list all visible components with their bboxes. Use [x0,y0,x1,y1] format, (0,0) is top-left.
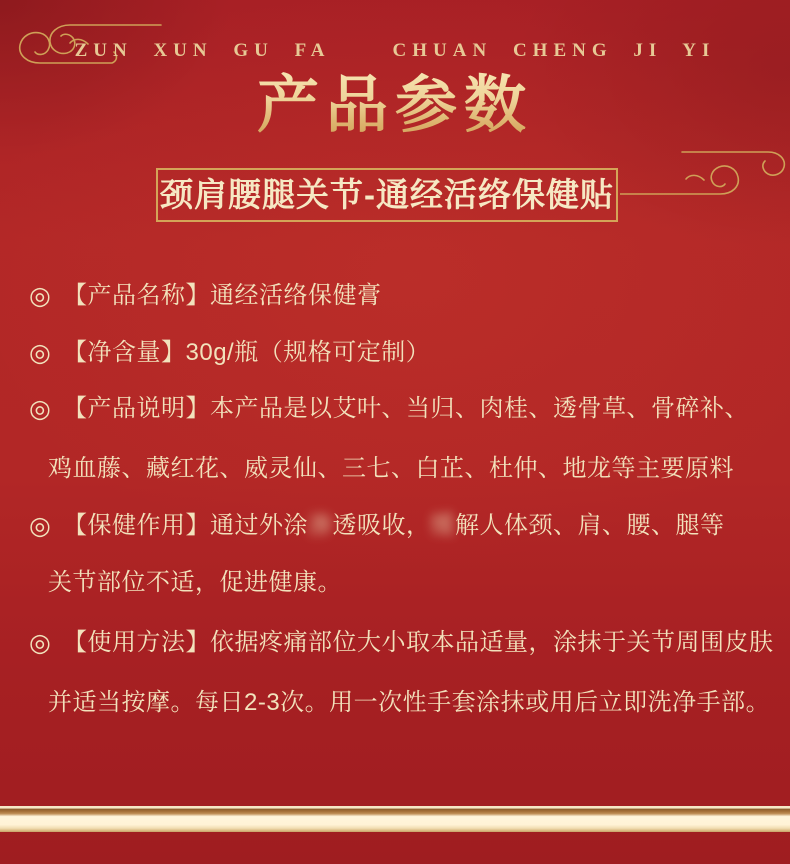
spec-line-usage [29,628,774,658]
spec-line-usage-cont [48,688,770,718]
spec-line-net-content [29,338,431,368]
bullet-icon: ◎ [29,629,52,657]
spec-text: 透吸收， [332,512,431,539]
spec-text: 关节部位不适，促进健康。 [48,569,342,596]
spec-line-description-cont [48,454,734,484]
spec-label: 【净含量】 [63,339,186,366]
blurred-text: 渗 [308,512,333,539]
spec-label: 【产品说明】 [63,395,210,422]
spec-text: 通过外涂 [210,512,308,539]
spec-line-health-function-cont [48,568,342,598]
gold-divider-band [0,806,790,832]
spec-text: 通经活络保健膏 [210,282,382,309]
spec-line-description [29,394,749,424]
product-subtitle-box [156,168,618,222]
spec-text: 本产品是以艾叶、当归、肉桂、透骨草、骨碎补、 [210,395,749,422]
brand-tagline [0,40,790,62]
blurred-text: 缓 [430,512,455,539]
spec-text: 30g/瓶（规格可定制） [185,339,431,366]
tagline-left: ZUN XUN GU FA [74,40,331,61]
spec-label: 【使用方法】 [63,629,210,656]
tagline-right: CHUAN CHENG JI YI [392,40,716,61]
spec-text: 并适当按摩。每日2-3次。用一次性手套涂抹或用后立即洗净手部。 [48,689,771,716]
cloud-ornament-right-icon [620,140,790,198]
spec-line-product-name [29,281,382,311]
spec-text: 鸡血藤、藏红花、威灵仙、三七、白芷、杜仲、地龙等主要原料 [48,455,734,482]
bullet-icon: ◎ [29,395,52,423]
spec-line-health-function [29,511,725,541]
bullet-icon: ◎ [29,512,52,540]
spec-label: 【保健作用】 [63,512,210,539]
spec-text: 依据疼痛部位大小取本品适量，涂抹于关节周围皮肤 [210,629,774,656]
page-title: 产品参数 [0,70,790,142]
spec-text: 解人体颈、肩、腰、腿等 [455,512,725,539]
product-subtitle: 颈肩腰腿关节-通经活络保健贴 [160,176,614,213]
spec-label: 【产品名称】 [63,282,210,309]
bullet-icon: ◎ [29,282,52,310]
bullet-icon: ◎ [29,339,52,367]
